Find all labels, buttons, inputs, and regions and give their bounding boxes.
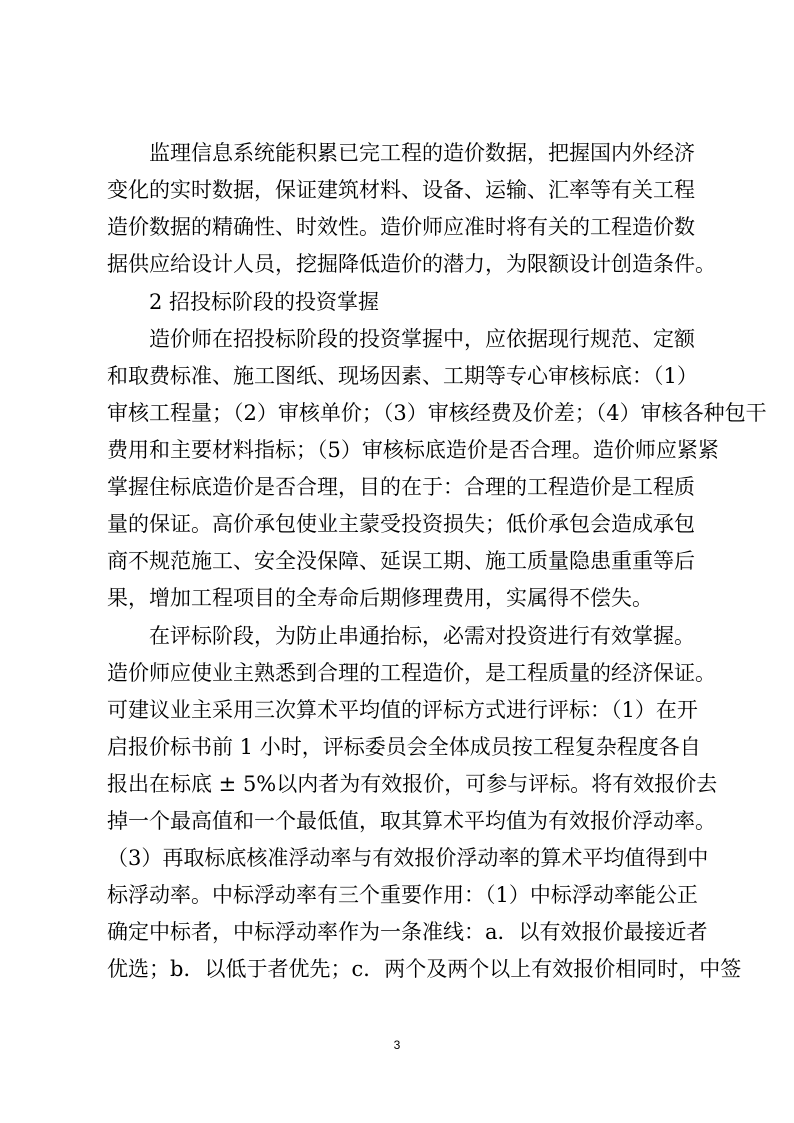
- text-line-14: 在评标阶段，为防止串通抬标，必需对投资进行有效掌握。: [149, 624, 695, 648]
- text-line-3: 造价数据的精确性、时效性。造价师应准时将有关的工程造价数: [107, 215, 695, 239]
- text-line-19: 掉一个最高值和一个最低值，取其算术平均值为有效报价浮动率。: [107, 809, 716, 833]
- text-line-20: （3）再取标底核准浮动率与有效报价浮动率的算术平均值得到中: [107, 846, 709, 870]
- section-heading: 2 招投标阶段的投资掌握: [149, 290, 380, 314]
- text-line-1: 监理信息系统能积累已完工程的造价数据，把握国内外经济: [149, 141, 695, 165]
- text-line-16: 可建议业主采用三次算术平均值的评标方式进行评标：（1）在开: [107, 698, 698, 722]
- text-line-4: 据供应给设计人员，挖掘降低造价的潜力，为限额设计创造条件。: [107, 252, 716, 276]
- text-line-6: 造价师在招投标阶段的投资掌握中，应依据现行规范、定额: [149, 327, 695, 351]
- text-line-15: 造价师应使业主熟悉到合理的工程造价，是工程质量的经济保证。: [107, 661, 716, 685]
- text-line-9: 费用和主要材料指标；（5）审核标底造价是否合理。造价师应紧紧: [107, 438, 719, 462]
- text-line-2: 变化的实时数据，保证建筑材料、设备、运输、汇率等有关工程: [107, 178, 695, 202]
- text-line-22: 确定中标者，中标浮动率作为一条准线：a．以有效报价最接近者: [107, 920, 708, 944]
- text-line-21: 标浮动率。中标浮动率有三个重要作用：（1）中标浮动率能公正: [107, 883, 698, 907]
- text-line-7: 和取费标准、施工图纸、现场因素、工期等专心审核标底：（1）: [107, 364, 698, 388]
- page-number: 3: [393, 1038, 401, 1052]
- text-line-8: 审核工程量；（2）审核单价；（3）审核经费及价差；（4）审核各种包干: [107, 401, 767, 425]
- text-line-11: 量的保证。高价承包使业主蒙受投资损失；低价承包会造成承包: [107, 512, 695, 536]
- text-line-18: 报出在标底 ± 5%以内者为有效报价，可参与评标。将有效报价去: [107, 772, 718, 796]
- text-line-17: 启报价标书前 1 小时，评标委员会全体成员按工程复杂程度各自: [107, 735, 701, 759]
- text-line-23: 优选；b．以低于者优先；c．两个及两个以上有效报价相同时，中签: [107, 957, 742, 981]
- text-line-12: 商不规范施工、安全没保障、延误工期、施工质量隐患重重等后: [107, 549, 695, 573]
- text-line-10: 掌握住标底造价是否合理，目的在于：合理的工程造价是工程质: [107, 475, 695, 499]
- text-line-13: 果，增加工程项目的全寿命后期修理费用，实属得不偿失。: [107, 586, 653, 610]
